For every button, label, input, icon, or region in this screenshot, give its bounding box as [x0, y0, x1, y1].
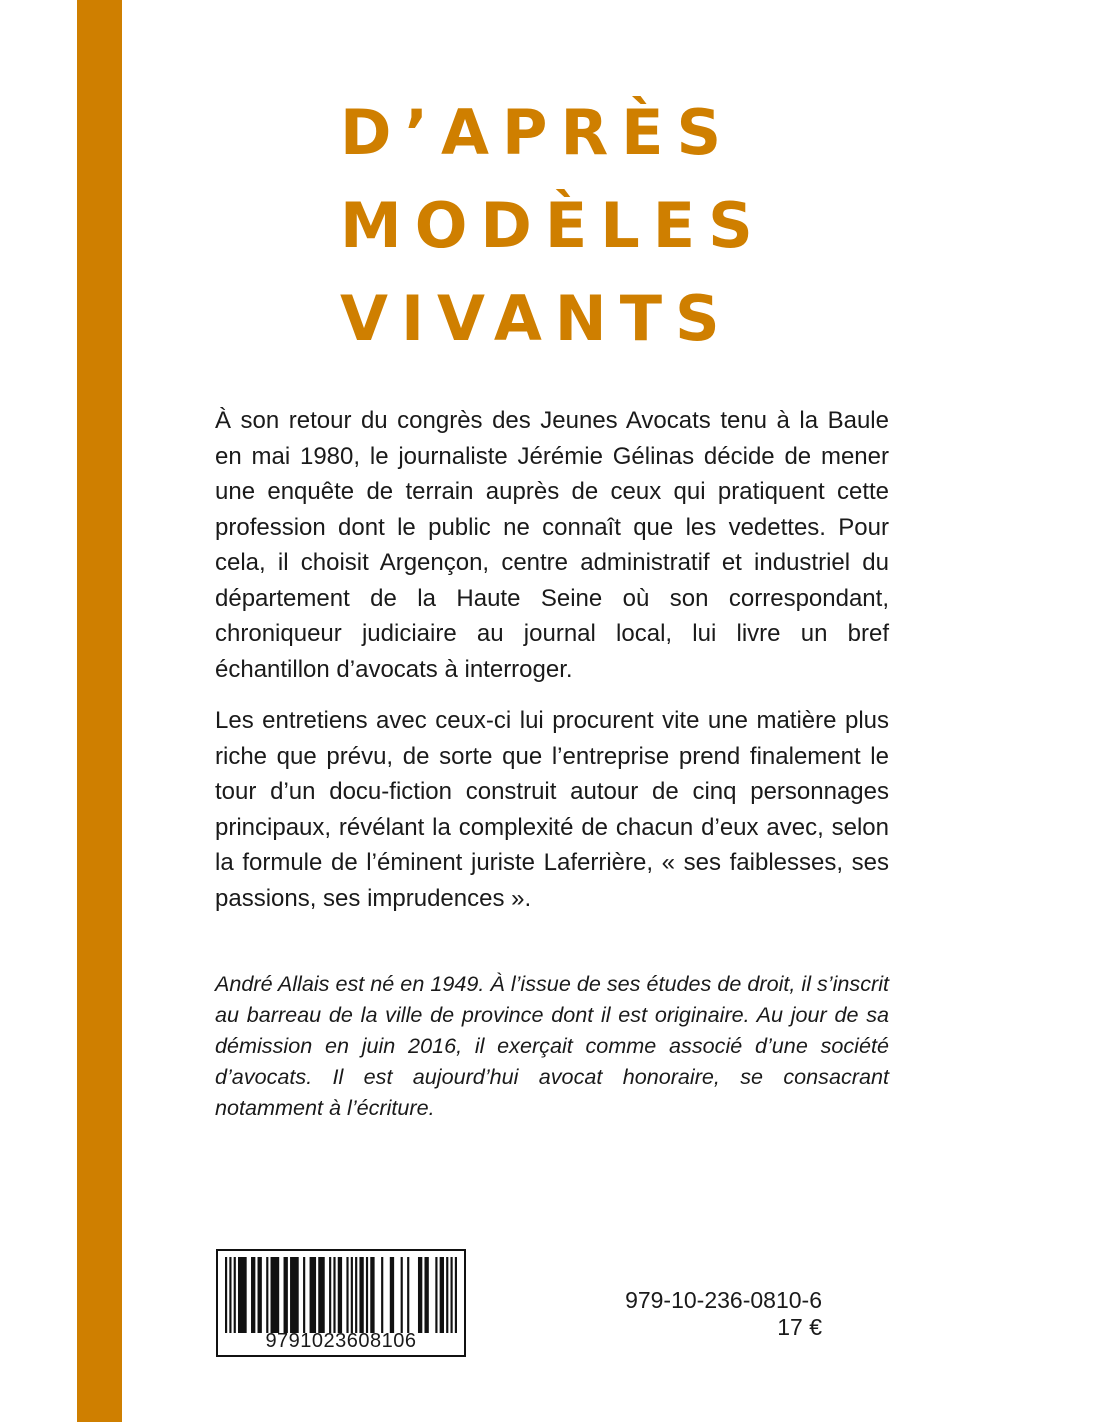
barcode-bar — [251, 1257, 255, 1333]
book-title — [340, 86, 766, 365]
price: 17 € — [777, 1314, 822, 1340]
barcode-bar — [310, 1257, 317, 1333]
barcode-bar — [440, 1257, 444, 1333]
barcode-bar — [290, 1257, 299, 1333]
barcode-bar — [407, 1257, 409, 1333]
barcode-bar — [258, 1257, 262, 1333]
barcode-bar — [355, 1257, 357, 1333]
barcode-bar — [451, 1257, 453, 1333]
summary-paragraph-2: Les entretiens avec ceux-ci lui procurent vite une matière plus riche que prévu, de sorte que l’entreprise prend finalement le tour d’un docu-fiction construit autour de cinq personnages principaux, révélant la complexité de chacun d’eux avec, selon la formule de l’éminent juriste Laferrière, « ses faiblesses, ses passions, ses imprudences ». — [215, 707, 889, 912]
barcode-bar — [234, 1257, 236, 1333]
author-bio: André Allais est né en 1949. À l’issue de ses études de droit, il s’inscrit au barreau de la ville de province dont il est originaire. Au jour de sa démission en juin 2016, il exerçait comme associé d’une société d’avocats. Il est aujourd’hui avocat honoraire, se consacrant notamment à l’écriture. — [215, 971, 889, 1120]
barcode-bar — [359, 1257, 363, 1333]
isbn-price-block — [560, 1287, 822, 1341]
barcode-bar — [271, 1257, 280, 1333]
barcode-bar — [370, 1257, 374, 1333]
summary-paragraph-1: À son retour du congrès des Jeunes Avocats tenu à la Baule en mai 1980, le journaliste Jérémie Gélinas décide de mener une enquête de terrain auprès de ceux qui pratiquent cette profession dont le public ne connaît que les vedettes. Pour cela, il choisit Argençon, centre administratif et industriel du département de la Haute Seine où son correspondant, chroniqueur judiciaire au journal local, lui livre un bref échantillon d’avocats à interroger. — [215, 407, 889, 683]
barcode-bar — [266, 1257, 268, 1333]
barcode-bar — [338, 1257, 342, 1333]
spine-color-band — [77, 0, 122, 1422]
barcode-bar — [303, 1257, 305, 1333]
title-line-1: D’APRÈS — [340, 96, 735, 169]
barcode-bar — [229, 1257, 231, 1333]
barcode-bar — [446, 1257, 448, 1333]
barcode-bar — [435, 1257, 437, 1333]
barcode-bar — [318, 1257, 325, 1333]
barcode-bar — [225, 1257, 227, 1333]
barcode-bar — [346, 1257, 348, 1333]
barcode-bar — [284, 1257, 288, 1333]
barcode-bar — [351, 1257, 353, 1333]
barcode-bar — [366, 1257, 368, 1333]
barcode-bar — [381, 1257, 383, 1333]
barcode-bar — [424, 1257, 428, 1333]
barcode-bar — [401, 1257, 403, 1333]
barcode-bar — [333, 1257, 335, 1333]
barcode-digits: 9791023608106 — [265, 1330, 417, 1352]
barcode-bar — [390, 1257, 394, 1333]
barcode-bar — [329, 1257, 331, 1333]
title-line-2: MODÈLES — [340, 189, 766, 262]
barcode-bar — [455, 1257, 457, 1333]
title-line-3: VIVANTS — [340, 282, 733, 355]
isbn-number: 979-10-236-0810-6 — [625, 1287, 822, 1313]
barcode-bar — [238, 1257, 247, 1333]
barcode — [216, 1249, 466, 1357]
back-cover-summary — [215, 403, 889, 932]
barcode-bar — [418, 1257, 422, 1333]
barcode-bars — [225, 1257, 457, 1333]
